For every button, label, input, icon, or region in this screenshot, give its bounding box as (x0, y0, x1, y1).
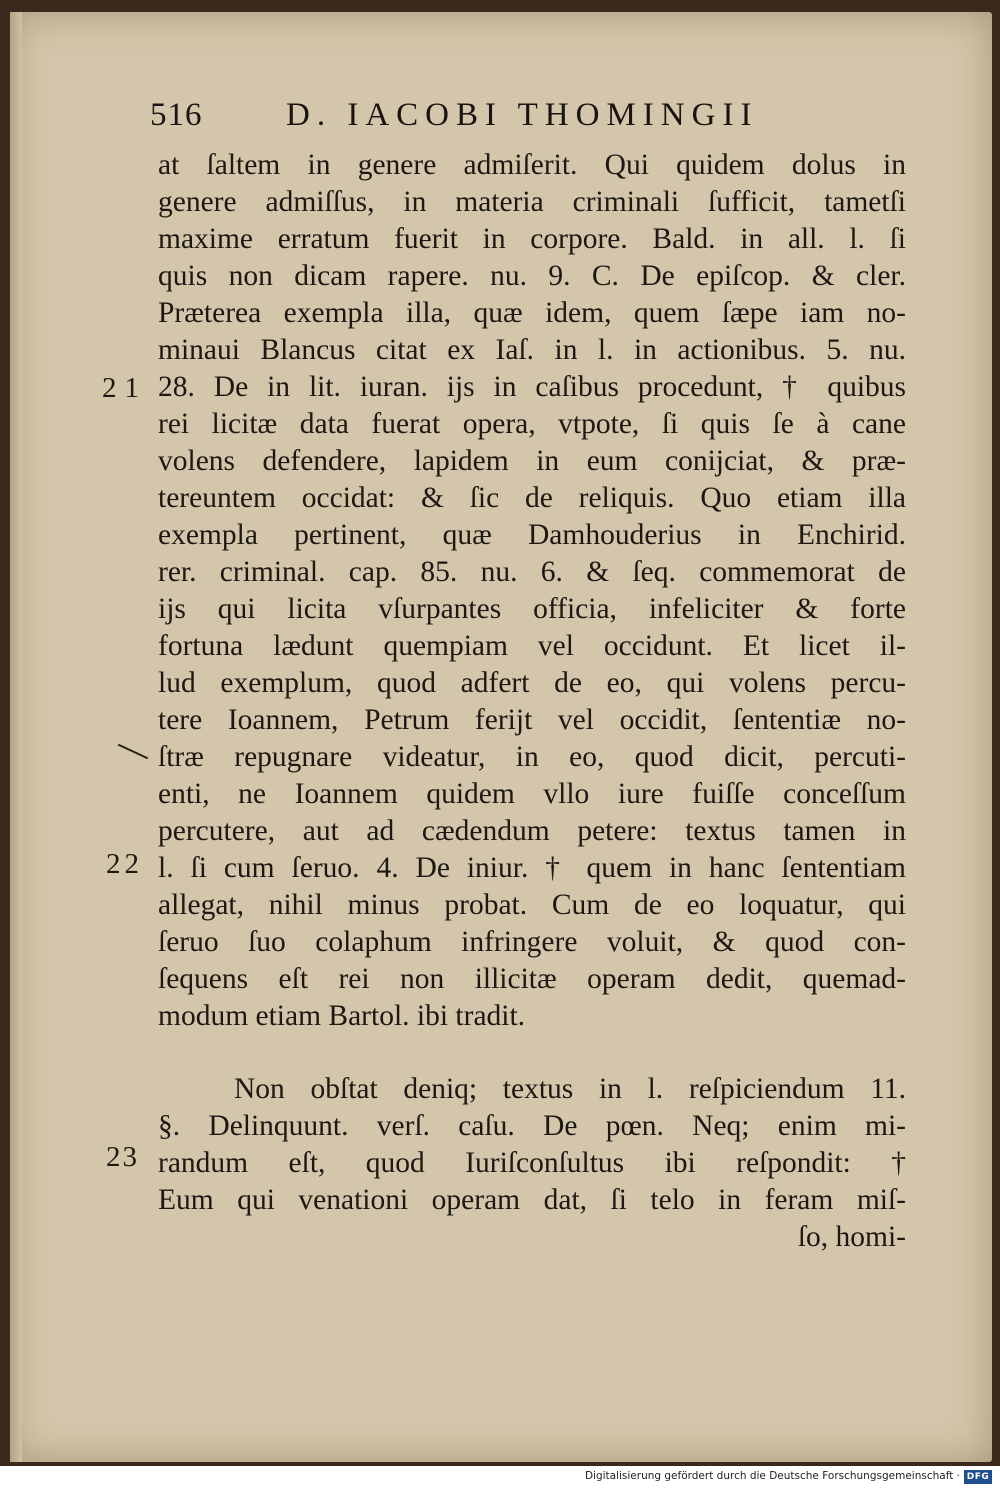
paragraph-2 (158, 1071, 906, 1256)
text-line: exempla pertinent, quæ Damhouderius in Enchirid. (158, 519, 906, 551)
text-line: minaui Blancus citat ex Iaſ. in l. in actionibus. 5. nu. (158, 334, 906, 366)
text-line: enti, ne Ioannem quidem vllo iure fuiſſe conceſſum (158, 778, 906, 810)
text-line: ijs qui licita vſurpantes officia, infeliciter & forte (158, 593, 906, 625)
text-line: volens defendere, lapidem in eum conijciat, & præ- (158, 445, 906, 477)
page-number: 516 (150, 97, 203, 133)
text-line: percutere, aut ad cædendum petere: textus tamen in (158, 815, 906, 847)
paragraph-1 (158, 147, 906, 1035)
catchword: ſo, homi- (797, 1221, 906, 1253)
margin-number-23: 23 (106, 1141, 139, 1173)
page-gutter-edge (10, 12, 22, 1462)
text-line: tere Ioannem, Petrum ferijt vel occidit, ſententiæ no- (158, 704, 906, 736)
text-line: at ſaltem in genere admiſerit. Qui quidem dolus in (158, 149, 906, 181)
text-line: rei licitæ data fuerat opera, vtpote, ſi quis ſe à cane (158, 408, 906, 440)
text-line: maxime erratum fuerit in corpore. Bald. in all. l. ſi (158, 223, 906, 255)
text-line: rer. criminal. cap. 85. nu. 6. & ſeq. commemorat de (158, 556, 906, 588)
text-line: Eum qui venationi operam dat, ſi telo in feram miſ- (158, 1184, 906, 1216)
text-line: randum eſt, quod Iuriſconſultus ibi reſpondit: † (158, 1147, 906, 1179)
paragraph-gap (158, 1035, 906, 1071)
text-line: lud exemplum, quod adfert de eo, qui volens percu- (158, 667, 906, 699)
body-text (158, 147, 906, 1256)
digitization-footer (0, 1466, 1000, 1489)
footer-credit: Digitalisierung gefördert durch die Deutsche Forschungsgemeinschaft · (584, 1470, 960, 1482)
text-line: Non obſtat deniq; textus in l. reſpiciendum 11. (234, 1073, 906, 1105)
text-line: quis non dicam rapere. nu. 9. C. De epiſcop. & cler. (158, 260, 906, 292)
margin-number-21: 21 (102, 372, 147, 404)
text-line: Præterea exempla illa, quæ idem, quem ſæpe iam no- (158, 297, 906, 329)
text-line: §. Delinquunt. verſ. caſu. De pœn. Neq; enim mi- (158, 1110, 906, 1142)
running-title: D. IACOBI THOMINGII (286, 97, 759, 133)
handwritten-margin-mark (118, 742, 148, 760)
text-line: l. ſi cum ſeruo. 4. De iniur. † quem in hanc ſententiam (158, 852, 906, 884)
text-line: ſequens eſt rei non illicitæ operam dedit, quemad- (158, 963, 906, 995)
text-line: 28. De in lit. iuran. ijs in caſibus procedunt, † quibus (158, 371, 906, 403)
margin-number-22: 22 (106, 848, 143, 880)
text-line: allegat, nihil minus probat. Cum de eo loquatur, qui (158, 889, 906, 921)
text-line: modum etiam Bartol. ibi tradit. (158, 1000, 526, 1032)
text-line: genere admiſſus, in materia criminali ſufficit, tametſi (158, 186, 906, 218)
page-header (150, 97, 820, 141)
text-line: ſtræ repugnare videatur, in eo, quod dicit, percuti- (158, 741, 906, 773)
dfg-logo: DFG (964, 1470, 992, 1484)
text-line: tereuntem occidat: & ſic de reliquis. Quo etiam illa (158, 482, 906, 514)
text-line: fortuna lædunt quempiam vel occidunt. Et licet il- (158, 630, 906, 662)
text-line: ſeruo ſuo colaphum infringere voluit, & quod con- (158, 926, 906, 958)
